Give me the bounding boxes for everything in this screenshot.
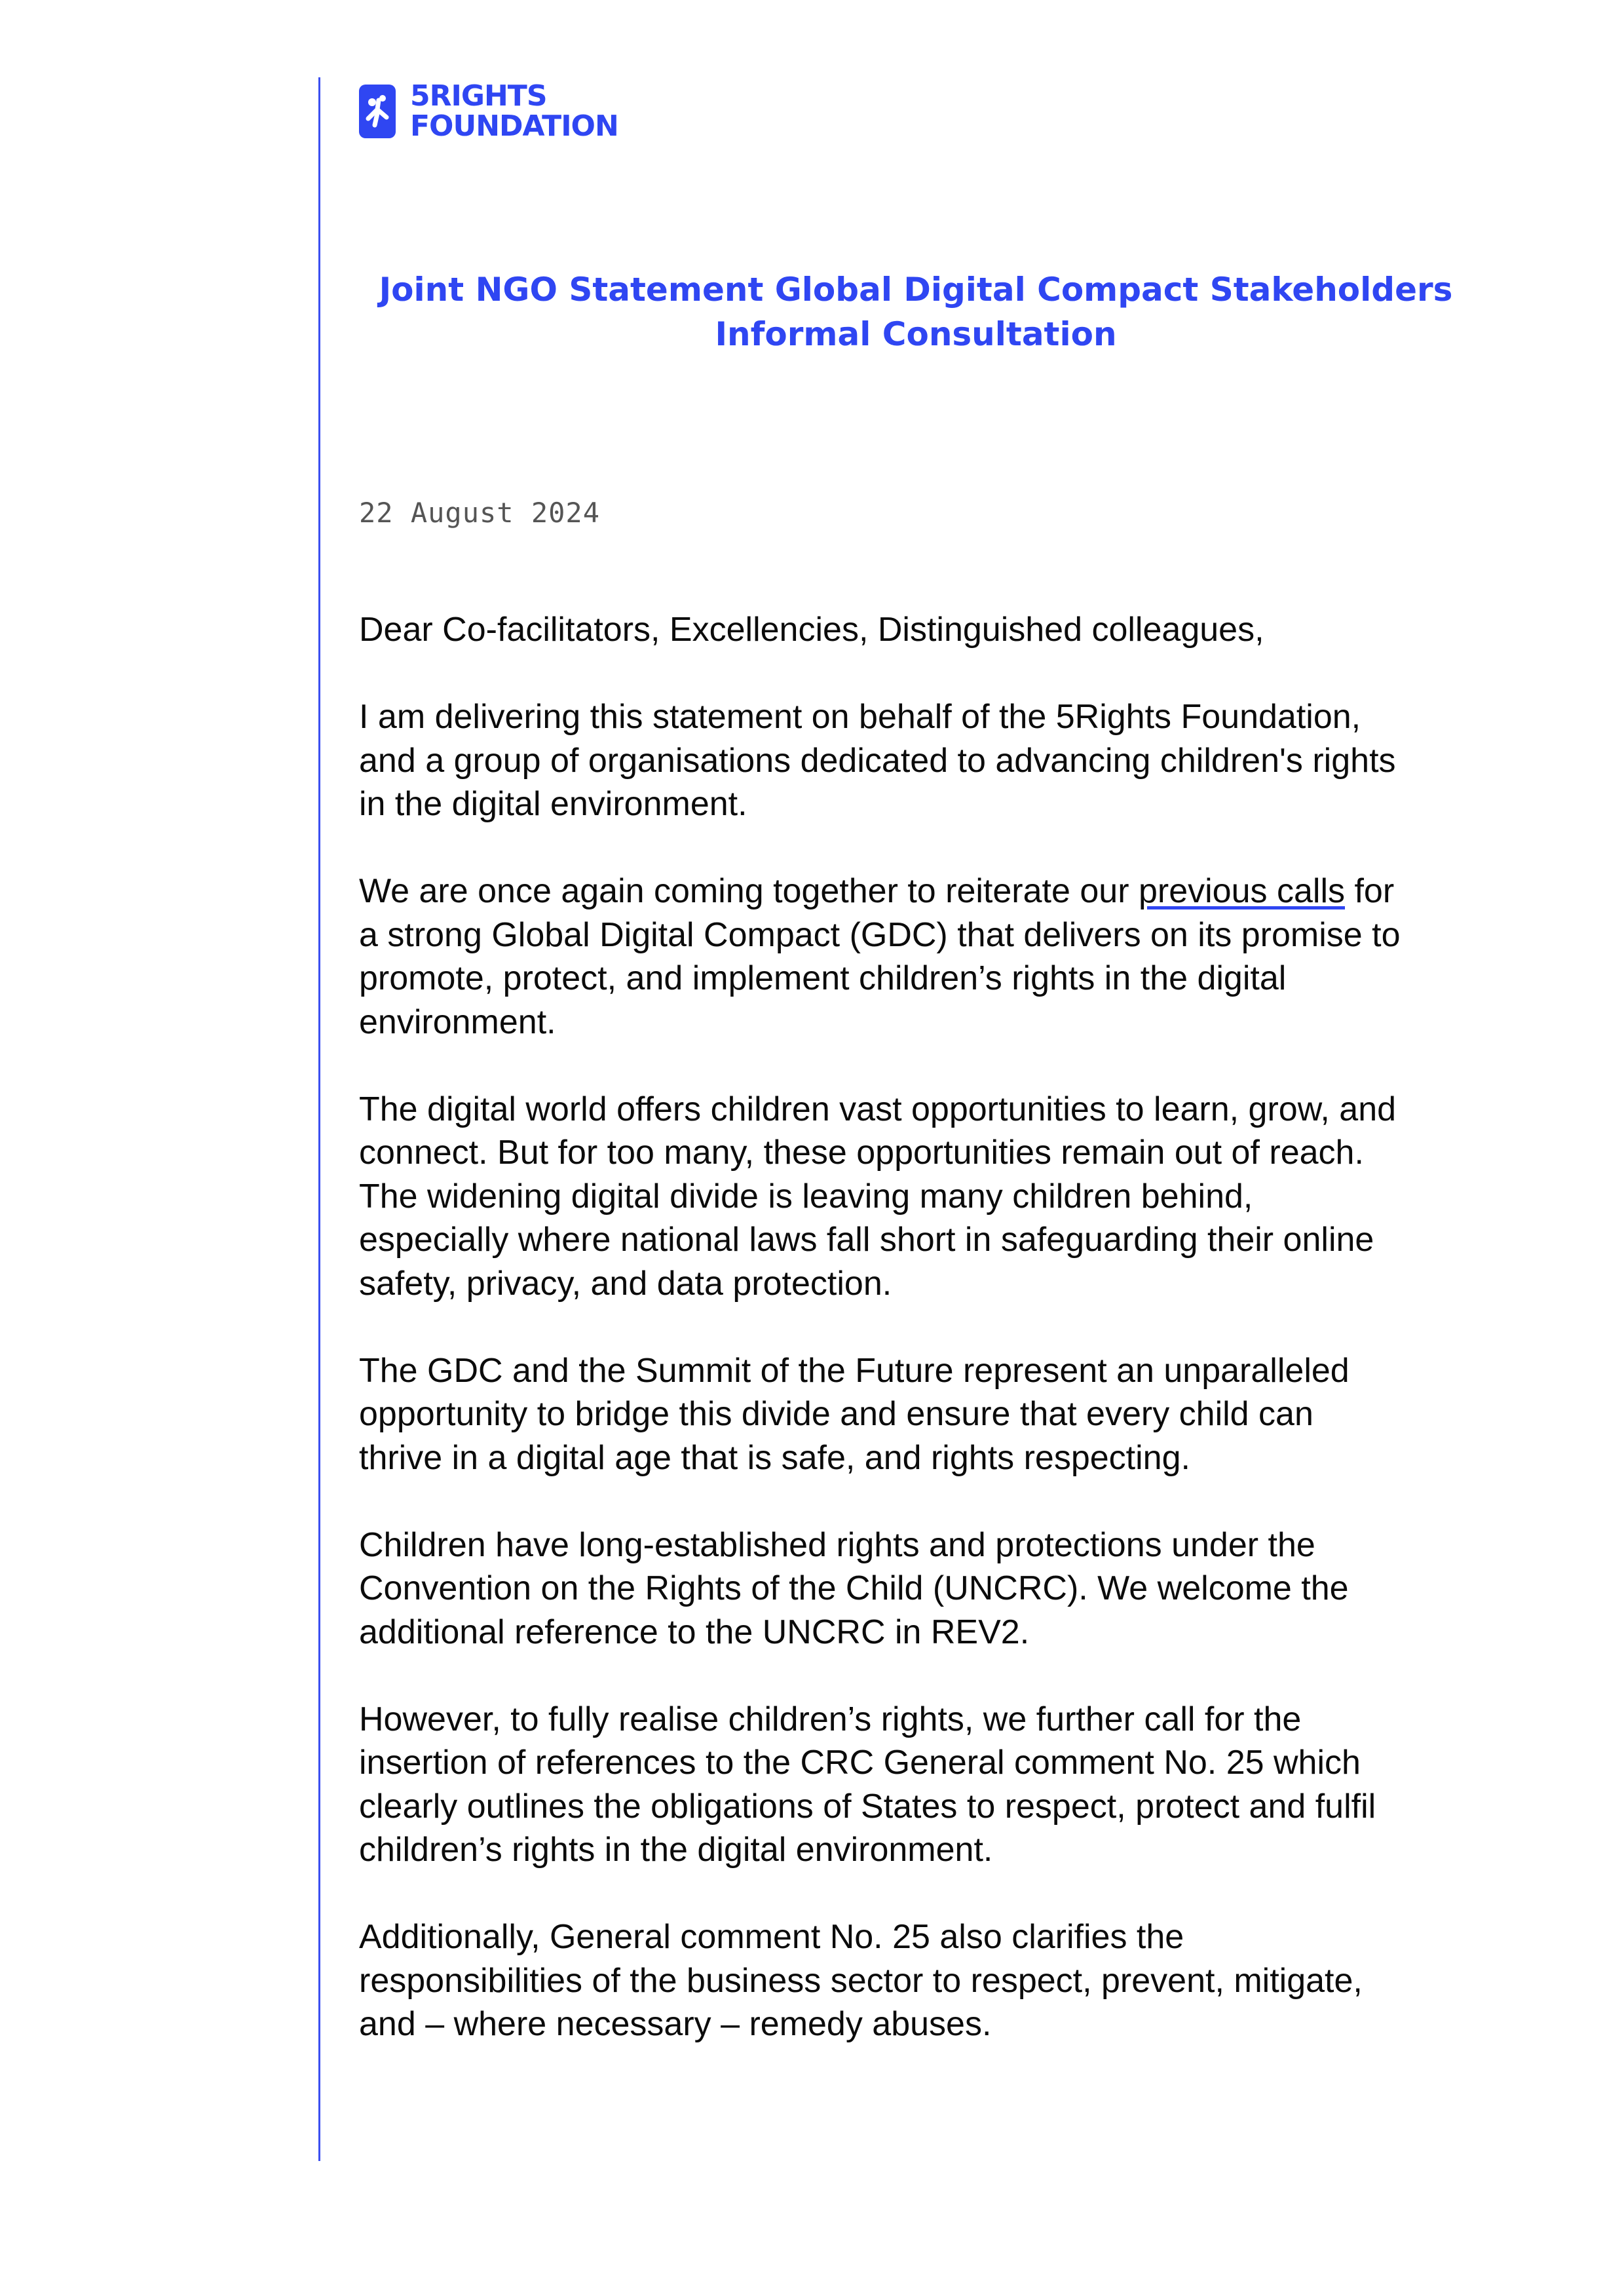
paragraph-5: Children have long-established rights and protections under the Convention on the Rights of the Child (UNCRC). We welcome the additional reference to the UNCRC in REV2. <box>359 1525 1349 1651</box>
paragraph-3: The digital world offers children vast opportunities to learn, grow, and connect. But for too many, these opportunities remain out of reach. The widening digital divide is leaving many children behind, especially where national laws fall short in safeguarding their online safety, privacy, and data protection. <box>359 1090 1397 1303</box>
logo-mark-icon <box>359 85 396 138</box>
paragraph-7: Additionally, General comment No. 25 also clarifies the responsibilities of the business sector to respect, prevent, mitigate, and – where necessary – remedy abuses. <box>359 1918 1363 2043</box>
paragraph-4: The GDC and the Summit of the Future represent an unparalleled opportunity to bridge this divide and ensure that every child can thrive in a digital age that is safe, and rights respecting. <box>359 1351 1350 1477</box>
logo-line-1: 5RIGHTS <box>410 79 547 113</box>
logo-wordmark <box>410 81 618 142</box>
margin-rule <box>318 77 320 2161</box>
paragraph-2-lead: We are once again coming together to reiterate our <box>359 872 1139 910</box>
paragraph-2 <box>359 870 1512 1044</box>
logo-line-2: FOUNDATION <box>410 109 618 143</box>
title-line-2: Informal Consultation <box>715 315 1117 353</box>
previous-calls-link[interactable]: previous calls <box>1138 872 1345 910</box>
paragraph-2-rest: for a strong Global Digital Compact (GDC) that delivers on its promise to promote, protect, and implement children’s rights in the digital environment. <box>359 872 1401 1041</box>
greeting: Dear Co-facilitators, Excellencies, Distinguished colleagues, <box>359 611 1264 649</box>
letter-body <box>359 608 1512 2090</box>
paragraph-6: However, to fully realise children’s rights, we further call for the insertion of references to the CRC General comment No. 25 which clearly outlines the obligations of States to respect, protect and fulfil children’s rights in the digital environment. <box>359 1700 1376 1869</box>
document-date: 22 August 2024 <box>359 497 601 529</box>
title-line-1: Joint NGO Statement Global Digital Compact Stakeholders <box>379 271 1453 309</box>
logo <box>359 81 618 142</box>
paragraph-1: I am delivering this statement on behalf of the 5Rights Foundation, and a group of organisations dedicated to advancing children's rights in the digital environment. <box>359 698 1396 823</box>
document-title <box>359 267 1473 356</box>
